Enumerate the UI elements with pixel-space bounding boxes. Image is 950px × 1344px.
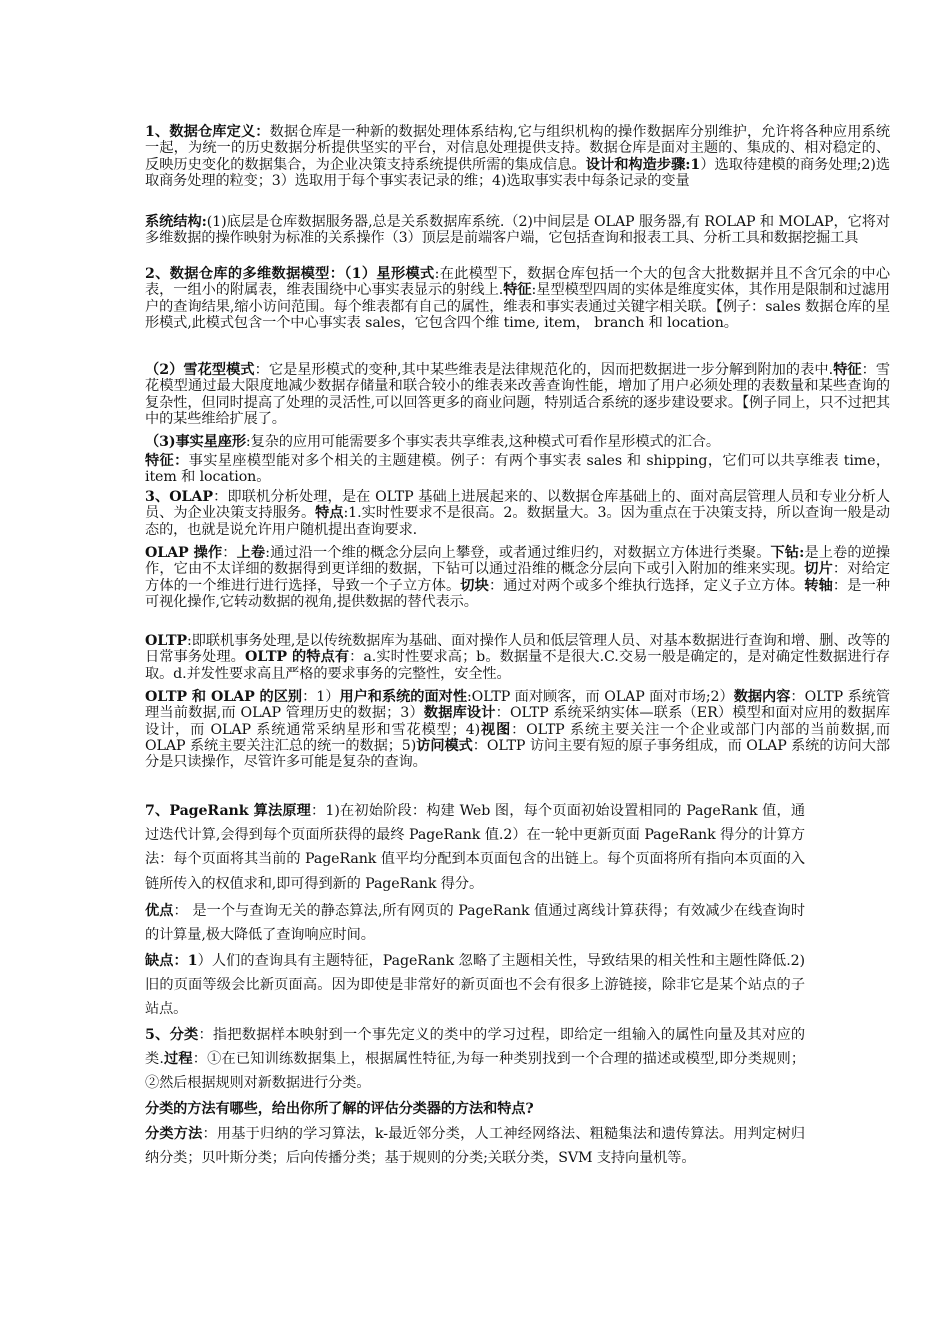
section-pagerank-advantages: [145, 899, 805, 947]
run-bold: 分类的方法有哪些，给出你所了解的评估分类器的方法和特点?: [145, 1101, 534, 1117]
section-fact-constellation: [145, 434, 890, 450]
run-text: 数据仓库是一种新的数据处理体系结构,它与组织机构的操作数据库分别维护，允许将各种应用系统一起，为统一的历史数据分析提供坚实的平台，对信息处理提供支持。数据仓库是面对主题的、集成的、相对稳定的、反映历史变化的数据集合，为企业决策支持系统提供所需的集成信息。: [145, 124, 890, 173]
run-text: :1.实时性要求不是很高。2。数据量大。3。因为重点在于决策支持，所以查询一般是动态的，也就是说允许用户随机提出查询要求.: [145, 505, 890, 538]
section-classification-question: [145, 1097, 805, 1121]
run-bold: 数据内容: [733, 689, 791, 705]
run-bold: 特征: [503, 282, 532, 299]
run-text: ）人们的查询具有主题特征，PageRank 忽略了主题相关性，导致结果的相关性和主题性降低.2)旧的页面等级会比新页面高。因为即使是非常好的新页面也不会有很多上游链接，除非它是某个站点的子站点。: [145, 953, 805, 1018]
section-fact-constellation-feature: [145, 453, 890, 486]
run-bold: 上卷: [236, 545, 266, 561]
run-text: ：①在已知训练数据集上，根据属性特征,为每一种类别找到一个合理的描述或模型,即分类规则；②然后根据规则对新数据进行分类。: [145, 1051, 806, 1092]
section-olap: [145, 489, 890, 538]
section-pagerank-principle: [145, 799, 805, 896]
run-bold: 设计和构造步骤:1: [585, 156, 701, 173]
run-bold: 5、分类: [145, 1027, 199, 1043]
run-text: ：OLTP 系统采纳实体—联系（ER）模型和面对应用的数据库设计，而 OLAP 系统通常采纳星形和雪花模型；4): [145, 705, 890, 738]
section-data-warehouse-definition: [145, 124, 890, 189]
run-text: :即联机事务处理,是以传统数据库为基础、面对操作人员和低层管理人员、对基本数据进行查询和增、删、改等的日常事务处理。: [145, 633, 890, 666]
run-text: ：OLTP 系统主要关注一个企业或部门内部的当前数据,而 OLAP 系统主要关注汇总的统一的数据；5): [145, 721, 890, 754]
run-text: ：雪花模型通过最大限度地减少数据存储量和联合较小的维表来改善查询性能，增加了用户必须处理的表数量和某些查询的复杂性，但同时提高了处理的灵活性,可以回答更多的商业问题，特别适合系统的逐步建设要求。【例子同上，只不过把其中的某些维给扩展了。: [145, 362, 890, 427]
run-text: ：它是星形模式的变种,其中某些维表是法律规范化的，因而把数据进一步分解到附加的表中.: [254, 362, 834, 378]
section-snowflake-schema: [145, 362, 890, 427]
run-bold: 系统结构:: [145, 214, 207, 230]
run-bold: 优点: [145, 903, 174, 919]
run-bold: 数据库设计: [423, 705, 496, 722]
run-text: ：即联机分析处理，是在 OLTP 基础上进展起来的、以数据仓库基础上的、面对高层管理人员和专业分析人员、为企业决策支持服务。: [145, 489, 890, 522]
run-text: 事实星座模型能对多个相关的主题建模。例子：有两个事实表 sales 和 shipping，它们可以共享维表 time， item 和 location。: [145, 453, 890, 486]
run-text: :在此模型下，数据仓库包括一个大的包含大批数据并且不含冗余的中心表，一组小的附属表，维表围绕中心事实表显示的射线上.: [145, 266, 890, 299]
section-oltp-vs-olap: [145, 689, 890, 770]
run-text: 是上卷的逆操作，它由不太详细的数据得到更详细的数据，下钻可以通过沿维的概念分层向下或引入附加的维来实现。: [145, 545, 891, 578]
section-classification-methods: [145, 1122, 805, 1170]
run-text: :OLTP 面对顾客，而 OLAP 面对市场;2）: [467, 689, 734, 705]
run-text: ： 是一个与查询无关的静态算法,所有网页的 PageRank 值通过离线计算获得；有效减少在线查询时的计算量,极大降低了查询响应时间。: [145, 903, 805, 944]
run-bold: （2）雪花型模式: [145, 362, 255, 378]
run-bold: OLTP: [145, 633, 188, 649]
section-classification: [145, 1023, 805, 1096]
run-bold: OLTP 的特点有: [244, 649, 350, 666]
run-bold: 视图: [480, 721, 512, 738]
run-bold: 过程: [163, 1051, 193, 1068]
run-bold: 缺点：1: [145, 953, 198, 969]
run-bold: 7、PageRank 算法原理: [145, 803, 312, 819]
run-text: ：用基于归纳的学习算法，k-最近邻分类，人工神经网络法、粗糙集法和遗传算法。用判定树归纳分类；贝叶斯分类；后向传播分类；基于规则的分类;关联分类，SVM 支持向量机等。: [145, 1126, 805, 1167]
run-bold: 转轴: [804, 577, 833, 594]
section-oltp: [145, 633, 890, 682]
run-text: ：OLTP 系统管理当前数据,而 OLAP 管理历史的数据；3）: [145, 689, 891, 722]
run-text: :星型模型四周的实体是维度实体，其作用是限制和过滤用户的查询结果,缩小访问范围。每个维表都有自己的属性，维表和事实表通过关键字相关联。【例子：sales 数据仓库的星形模式,此模式包含一个中心事实表 sales，它包含四个维 time, item， branch 和 location。: [145, 282, 890, 331]
run-bold: （3)事实星座形: [145, 434, 246, 450]
run-bold: 特征：: [145, 453, 189, 469]
run-bold: 特征: [833, 362, 862, 378]
run-text: ：1)在初始阶段：构建 Web 图，每个页面初始设置相同的 PageRank 值，通过迭代计算,会得到每个页面所获得的最终 PageRank 值.2）在一轮中更新页面 PageRank 得分的计算方法：每个页面将其当前的 PageRank 值平均分配到本页面包含的出链上。每个页面将所有指向本页面的入链所传入的权值求和,即可得到新的 PageRank 得分。: [145, 803, 805, 892]
run-text: ）选取待建模的商务处理;2)选取商务处理的粒变；3）选取用于每个事实表记录的维；4)选取事实表中每条记录的变量: [145, 156, 890, 189]
run-bold: 切片: [804, 561, 833, 578]
run-bold: 分类方法: [145, 1126, 203, 1142]
section-pagerank-disadvantages: [145, 949, 805, 1022]
run-bold: 切块: [460, 577, 489, 594]
section-star-schema: [145, 266, 890, 331]
run-text: ：OLTP 访问主要有短的原子事务组成，而 OLAP 系统的访问大部分是只读操作，尽管许多可能是复杂的查询。: [145, 737, 890, 771]
run-text: ：是一种可视化操作,它转动数据的视角,提供数据的替代表示。: [145, 577, 890, 610]
run-bold: 用户和系统的面对性: [339, 689, 467, 705]
section-system-architecture: [145, 214, 890, 247]
run-text: :通过沿一个维的概念分层向上攀登，或者通过维归约，对数据立方体进行类聚。: [265, 545, 771, 561]
run-text: (1)底层是仓库数据服务器,总是关系数据库系统.（2)中间层是 OLAP 服务器,有 ROLAP 和 MOLAP，它将对多维数据的操作映射为标准的关系操作（3）顶层是前端客户端，它包括查询和报表工具、分析工具和数据挖掘工具: [145, 214, 890, 247]
run-bold: 1、数据仓库定义：: [145, 124, 270, 140]
run-text: ：1）: [302, 689, 340, 705]
run-bold: OLTP 和 OLAP 的区别: [145, 689, 303, 705]
run-text: ：a.实时性要求高；b。数据量不是很大.C.交易一般是确定的，是对确定性数据进行存取。d.并发性要求高且严格的要求事务的完整性，安全性。: [145, 649, 890, 682]
run-bold: 3、OLAP: [145, 489, 213, 505]
run-bold: OLAP 操作: [145, 545, 223, 561]
section-olap-operations: [145, 545, 890, 610]
run-bold: 下钻:: [770, 545, 805, 561]
run-text: ：: [222, 545, 237, 561]
run-text: ：指把数据样本映射到一个事先定义的类中的学习过程，即给定一组输入的属性向量及其对应的类.: [145, 1027, 805, 1068]
run-text: ：通过对两个或多个维执行选择，定义子立方体。: [488, 577, 805, 594]
run-bold: 特点: [315, 505, 344, 522]
run-text: ：对给定方体的一个维进行进行选择，导致一个子立方体。: [145, 561, 890, 594]
run-bold: 访问模式: [416, 737, 473, 754]
run-bold: 2、数据仓库的多维数据模型：（1）星形模式: [145, 266, 435, 282]
run-text: :复杂的应用可能需要多个事实表共享维表,这种模式可看作星形模式的汇合。: [245, 434, 720, 450]
